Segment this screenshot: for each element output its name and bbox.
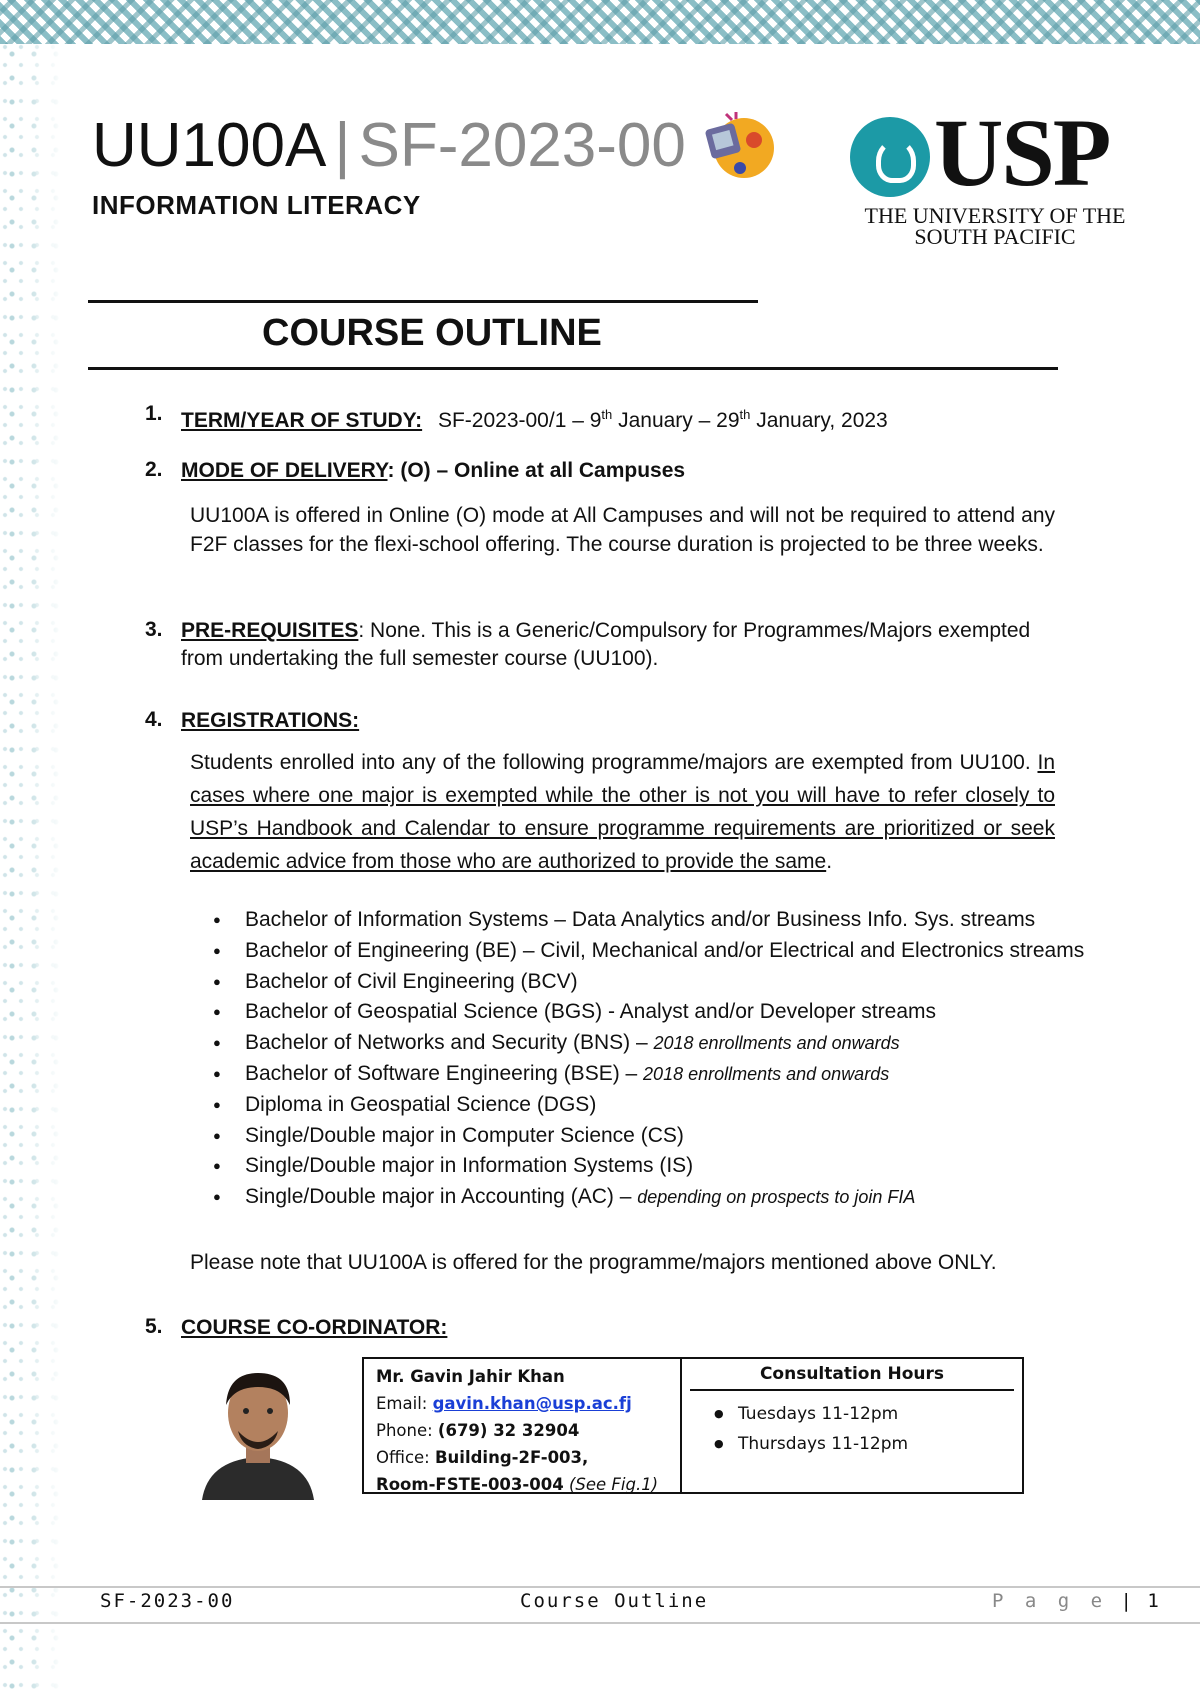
footer-rule-top (0, 1586, 1200, 1588)
footer-rule-bottom (0, 1622, 1200, 1624)
programme-note: 2018 enrollments and onwards (653, 1033, 900, 1054)
section-number: 3. (145, 618, 163, 641)
programme-note: 2018 enrollments and onwards (643, 1063, 890, 1084)
delivery-value: : (O) – Online at all Campuses (387, 459, 686, 482)
logo-wordmark: USP (934, 99, 1110, 206)
programme-list-item: ● Bachelor of Software Engineering (BSE) – 2018 enrollments and onwards (213, 1059, 1084, 1090)
section-coordinator (181, 1314, 447, 1342)
course-subtitle: INFORMATION LITERACY (92, 190, 421, 220)
coordinator-room-row (376, 1471, 680, 1498)
term-value: SF-2023-00/1 – 9th January – 29th January, 2023 (437, 407, 888, 432)
term-code: SF-2023-00 (358, 111, 686, 180)
consultation-item: ● Tuesdays 11-12pm (738, 1399, 1016, 1429)
programme-list-item: ● Single/Double major in Computer Science (CS) (213, 1121, 1084, 1152)
section-number: 4. (145, 708, 163, 731)
programme-list-item: ● Bachelor of Networks and Security (BNS) – 2018 enrollments and onwards (213, 1028, 1084, 1059)
programme-list-item: ● Bachelor of Information Systems – Data Analytics and/or Business Info. Sys. streams (213, 905, 1084, 936)
footer-page: P a g e | 1 (992, 1590, 1161, 1612)
figure-reference: (See Fig.1) (568, 1475, 659, 1494)
university-name-line1: THE UNIVERSITY OF THE (864, 203, 1126, 228)
section-prerequisites (181, 617, 1056, 673)
section-label: COURSE CO-ORDINATOR: (181, 1316, 448, 1339)
footer-term: SF-2023-00 (100, 1590, 235, 1612)
handbook-advice: In cases where one major is exempted while the other is not you will have to refer closely to USP’s Handbook and Calendar to ensure programme requirements are prioritized or seek academic advice from those who are authorized to provide the same (190, 751, 1055, 873)
prerequisites-value: : None. This is a Generic/Compulsory for Programmes/Majors exempted from undertaking the full semester course (UU100). (181, 619, 1031, 670)
programme-list-item: ● Single/Double major in Information Systems (IS) (213, 1151, 1084, 1182)
programme-list-item: ● Single/Double major in Accounting (AC) – depending on prospects to join FIA (213, 1182, 1084, 1213)
section-label: REGISTRATIONS: (181, 709, 360, 732)
section-number: 1. (145, 402, 163, 425)
coordinator-contact-table (362, 1357, 1024, 1494)
section-term (181, 401, 888, 435)
section-number: 5. (145, 1315, 163, 1338)
coordinator-email-link[interactable]: gavin.khan@usp.ac.fj (432, 1394, 632, 1413)
section-label: PRE-REQUISITES (181, 619, 359, 642)
course-title (92, 110, 776, 182)
delivery-paragraph: UU100A is offered in Online (O) mode at All Campuses and will not be required to attend any F2F classes for the flexi-school offering. The course duration is projected to be three weeks. (190, 504, 1055, 556)
consultation-hours (682, 1359, 1022, 1492)
programme-note: depending on prospects to join FIA (637, 1187, 916, 1208)
usp-emblem-icon (850, 117, 930, 197)
coordinator-office: Building-2F-003, (434, 1448, 589, 1467)
coordinator-photo (198, 1365, 318, 1500)
consultation-header: Consultation Hours (690, 1359, 1014, 1391)
section-registrations (181, 707, 359, 735)
programme-list-item: ● Bachelor of Geospatial Science (BGS) - Analyst and/or Developer streams (213, 997, 1084, 1028)
page-number: 1 (1147, 1590, 1161, 1612)
coordinator-phone-row: Phone: (679) 32 32904 (376, 1421, 580, 1440)
section-delivery (181, 457, 685, 485)
coordinator-phone: (679) 32 32904 (437, 1421, 580, 1440)
university-name-line2: SOUTH PACIFIC (914, 224, 1076, 249)
coordinator-room: Room-FSTE-003-004 (376, 1475, 564, 1494)
decorative-top-border (0, 0, 1200, 44)
footer-title: Course Outline (520, 1590, 709, 1612)
consultation-list (688, 1399, 1016, 1459)
exempted-programmes-list (213, 905, 1084, 1213)
programme-list-item: ● Diploma in Geospatial Science (DGS) (213, 1090, 1084, 1121)
consultation-item: ● Thursdays 11-12pm (738, 1429, 1016, 1459)
registrations-paragraph: Students enrolled into any of the following programme/majors are exempted from UU100. In cases where one major is exempted while the other is not you will have to refer closely to USP’s Handbook and Calendar to ensure programme requirements are prioritized or seek academic advice from those who are authorized to provide the same. (190, 751, 1055, 873)
programme-list-item: ● Bachelor of Civil Engineering (BCV) (213, 967, 1084, 998)
coordinator-details (364, 1359, 682, 1492)
coordinator-email-row: Email: gavin.khan@usp.ac.fj (376, 1394, 632, 1413)
page-label: P a g e (992, 1590, 1108, 1612)
section-number: 2. (145, 458, 163, 481)
decorative-side-border (0, 44, 62, 1696)
document-header (92, 110, 776, 221)
usp-logo (850, 99, 1140, 250)
registrations-note: Please note that UU100A is offered for the programme/majors mentioned above ONLY. (190, 1251, 997, 1274)
section-label: MODE OF DELIVERY (181, 459, 388, 482)
section-label: TERM/YEAR OF STUDY: (181, 409, 423, 432)
title-rule-top (88, 300, 758, 303)
outline-title: COURSE OUTLINE (262, 312, 602, 354)
title-separator: | (334, 111, 351, 180)
computer-clipart-icon (696, 110, 776, 182)
title-rule-bottom (88, 367, 1058, 370)
programme-list-item: ● Bachelor of Engineering (BE) – Civil, Mechanical and/or Electrical and Electronics streams (213, 936, 1084, 967)
coordinator-office-row: Office: Building-2F-003, (376, 1448, 589, 1467)
university-name (850, 205, 1140, 247)
course-code: UU100A (92, 111, 327, 180)
coordinator-name: Mr. Gavin Jahir Khan (376, 1367, 565, 1386)
